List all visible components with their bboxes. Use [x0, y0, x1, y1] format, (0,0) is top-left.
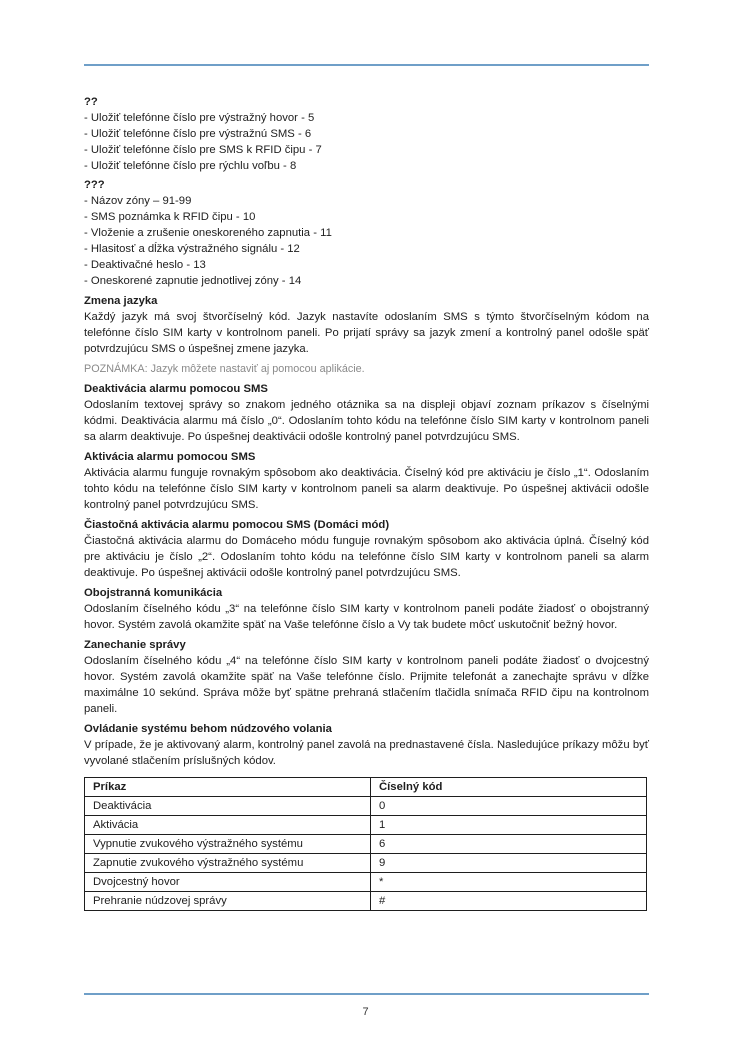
command-code-table	[84, 777, 647, 911]
footer-divider	[84, 993, 649, 995]
section-title-language: Zmena jazyka	[84, 295, 158, 307]
table-header-command: Príkaz	[85, 778, 371, 797]
command-list-1	[84, 94, 649, 174]
section-language	[84, 293, 649, 377]
table-header-code: Číselný kód	[371, 778, 647, 797]
list-item: - Oneskorené zapnutie jednotlivej zóny - 14	[84, 275, 302, 287]
section-deactivation	[84, 381, 649, 445]
table-row	[85, 854, 647, 873]
table-cell-code: 1	[371, 816, 647, 835]
section-two-way	[84, 585, 649, 633]
page-number: 7	[362, 1006, 369, 1018]
table-cell-code: 0	[371, 797, 647, 816]
list-item: - SMS poznámka k RFID čipu - 10	[84, 211, 256, 223]
section-title-activation: Aktivácia alarmu pomocou SMS	[84, 451, 256, 463]
list-item: - Uložiť telefónne číslo pre výstražnú SMS - 6	[84, 128, 312, 140]
section-text-language: Každý jazyk má svoj štvorčíselný kód. Jazyk nastavíte odoslaním SMS s týmto štvorčíselným kódom na telefónne číslo SIM karty v kontrolnom paneli. Po prijatí správy sa jazyk zmení a kontrolný panel odošle späť potvrdzujúcu SMS o úspešnej zmene jazyka.	[84, 311, 649, 355]
section-title-two-way: Obojstranná komunikácia	[84, 587, 223, 599]
section-title-leave-message: Zanechanie správy	[84, 639, 186, 651]
table-cell-code: 6	[371, 835, 647, 854]
section-text-partial-activation: Čiastočná aktivácia alarmu do Domáceho módu funguje rovnakým spôsobom ako aktivácia úplná. Číselný kód pre aktiváciu je číslo „2“. Odoslaním tohto kódu na telefónne číslo SIM karty v kontrolnom paneli sa alarm deaktivuje. Po úspešnej aktivácii odošle kontrolný panel potvrdzujúcu SMS.	[84, 535, 649, 579]
section-partial-activation	[84, 517, 649, 581]
language-note: POZNÁMKA: Jazyk môžete nastaviť aj pomocou aplikácie.	[84, 363, 365, 375]
table-cell-command: Prehranie núdzovej správy	[85, 892, 371, 911]
section-text-activation: Aktivácia alarmu funguje rovnakým spôsobom ako deaktivácia. Číselný kód pre aktiváciu je číslo „1“. Odoslaním tohto kódu na telefónne číslo SIM karty v kontrolnom paneli sa alarm deaktivuje. Po úspešnej aktivácii odošle kontrolný panel potvrdzujúcu SMS.	[84, 467, 649, 511]
table-row	[85, 873, 647, 892]
section-emergency	[84, 721, 649, 769]
section-leave-message	[84, 637, 649, 717]
header-divider	[84, 64, 649, 66]
command-list-2	[84, 177, 649, 289]
table-cell-code: #	[371, 892, 647, 911]
section-text-deactivation: Odoslaním textovej správy so znakom jedného otáznika sa na displeji objaví zoznam príkazov s číselnými kódmi. Deaktivácia alarmu má číslo „0“. Odoslaním tohto kódu na telefónne číslo SIM karty v kontrolnom paneli sa alarm deaktivuje. Po úspešnej deaktivácii odošle kontrolný panel potvrdzujúcu SMS.	[84, 399, 649, 443]
list-item: - Uložiť telefónne číslo pre výstražný hovor - 5	[84, 112, 315, 124]
section-text-emergency: V prípade, že je aktivovaný alarm, kontrolný panel zavolá na prednastavené čísla. Nasledujúce príkazy môžu byť vyvolané stlačením príslušných kódov.	[84, 739, 649, 767]
list-item: - Hlasitosť a dĺžka výstražného signálu - 12	[84, 243, 300, 255]
section-text-two-way: Odoslaním číselného kódu „3“ na telefónne číslo SIM karty v kontrolnom paneli podáte žiadosť o obojstranný hovor. Systém zavolá okamžite späť na Vaše telefónne číslo a Vy tak budete môcť uskutočniť bežný hovor.	[84, 603, 649, 631]
command-list-2-title: ???	[84, 179, 105, 191]
table-cell-command: Vypnutie zvukového výstražného systému	[85, 835, 371, 854]
list-item: - Vloženie a zrušenie oneskoreného zapnutia - 11	[84, 227, 332, 239]
section-title-partial-activation: Čiastočná aktivácia alarmu pomocou SMS (Domáci mód)	[84, 519, 390, 531]
table-cell-code: *	[371, 873, 647, 892]
list-item: - Deaktivačné heslo - 13	[84, 259, 206, 271]
table-row	[85, 816, 647, 835]
table-cell-command: Aktivácia	[85, 816, 371, 835]
table-cell-command: Deaktivácia	[85, 797, 371, 816]
section-text-leave-message: Odoslaním číselného kódu „4“ na telefónne číslo SIM karty v kontrolnom paneli podáte žiadosť o dvojcestný hovor. Systém zavolá okamžite späť na Vaše telefónne číslo. Prijmite telefonát a zanechajte správu v dĺžke maximálne 10 sekúnd. Správa môže byť spätne prehraná stlačením tlačidla snímača RFID čipu na kontrolnom paneli.	[84, 655, 649, 715]
section-title-emergency: Ovládanie systému behom núdzového volania	[84, 723, 332, 735]
list-item: - Uložiť telefónne číslo pre SMS k RFID čipu - 7	[84, 144, 322, 156]
table-row	[85, 797, 647, 816]
page-content	[84, 94, 649, 911]
table-row	[85, 892, 647, 911]
list-item: - Názov zóny – 91-99	[84, 195, 192, 207]
list-item: - Uložiť telefónne číslo pre rýchlu voľbu - 8	[84, 160, 297, 172]
section-title-deactivation: Deaktivácia alarmu pomocou SMS	[84, 383, 268, 395]
section-activation	[84, 449, 649, 513]
table-cell-command: Dvojcestný hovor	[85, 873, 371, 892]
table-header-row	[85, 778, 647, 797]
command-list-1-title: ??	[84, 96, 98, 108]
table-cell-command: Zapnutie zvukového výstražného systému	[85, 854, 371, 873]
table-row	[85, 835, 647, 854]
table-cell-code: 9	[371, 854, 647, 873]
